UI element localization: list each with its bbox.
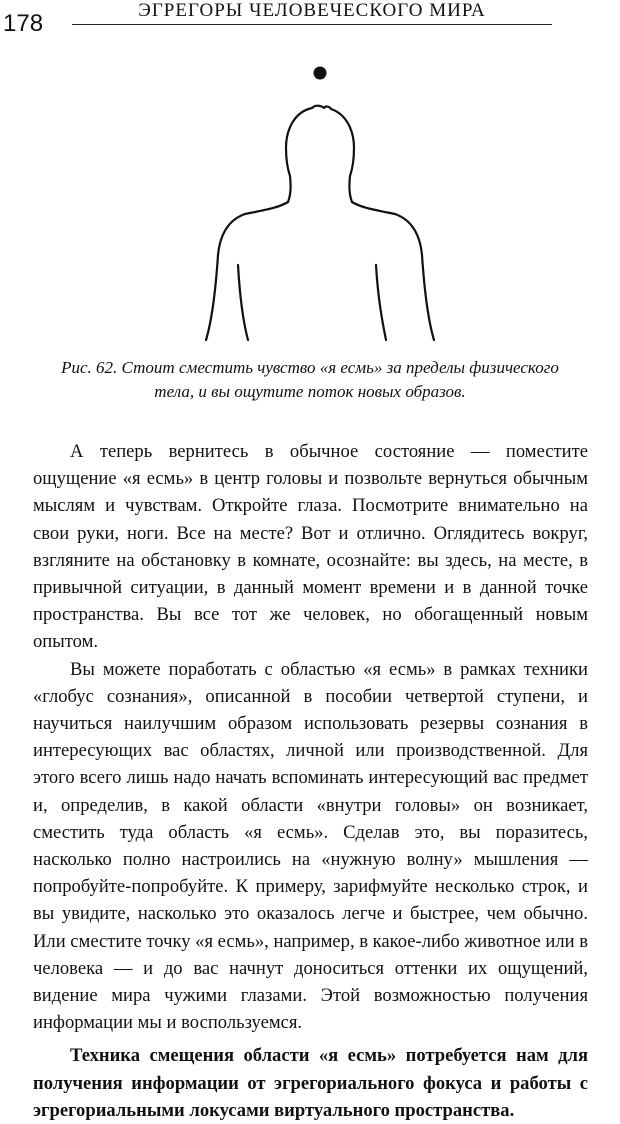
human-silhouette [206, 106, 434, 340]
body-text [33, 438, 588, 1124]
running-head: ЭГРЕГОРЫ ЧЕЛОВЕЧЕСКОГО МИРА [138, 0, 486, 21]
page-number: 178 [3, 10, 44, 37]
paragraph-3-bold: Техника смещения области «я есмь» потребуется нам для получения информации от эгрегориального фокуса и работы с эгрегориальными локусами виртуального пространства. [33, 1045, 588, 1121]
figure-illustration [200, 60, 440, 350]
paragraph-1: А теперь вернитесь в обычное состояние — поместите ощущение «я есмь» в центр головы и позвольте вернуться обычным мыслям и чувствам. Откройте глаза. Посмотрите внимательно на свои руки, ноги. Все на месте? Вот и отлично. Оглядитесь вокруг, взгляните на обстановку в комнате, осознайте: вы здесь, на месте, в привычной ситуации, в данный момент времени и в данной точке пространства. Вы все тот же человек, но обогащенный новым опытом. [33, 441, 588, 653]
header-rule [72, 24, 552, 25]
paragraph-2: Вы можете поработать с областью «я есмь» в рамках техники «глобус сознания», описанной в пособии четвертой ступени, и научиться наилучшим образом использовать резервы сознания в интересующих вас областях, личной или производственной. Для этого всего лишь надо начать вспоминать интересующий вас предмет и, определив, в какой области «внутри головы» он возникает, сместить туда область «я есмь». Сделав это, вы поразитесь, насколько полно настроились на «нужную волну» мышления — попробуйте-попробуйте. К примеру, зарифмуйте несколько строк, и вы увидите, насколько это оказалось легче и быстрее, чем обычно. Или сместите точку «я есмь», например, в какое-либо животное или в человека — и до вас начнут доноситься оттенки их ощущений, видение мира чужими глазами. Этой возможностью получения информации мы и воспользуемся. [33, 658, 588, 1034]
figure-caption: Рис. 62. Стоит сместить чувство «я есмь» за пределы физического тела, и вы ощутите поток новых образов. [61, 358, 559, 401]
awareness-point-dot [314, 67, 327, 80]
